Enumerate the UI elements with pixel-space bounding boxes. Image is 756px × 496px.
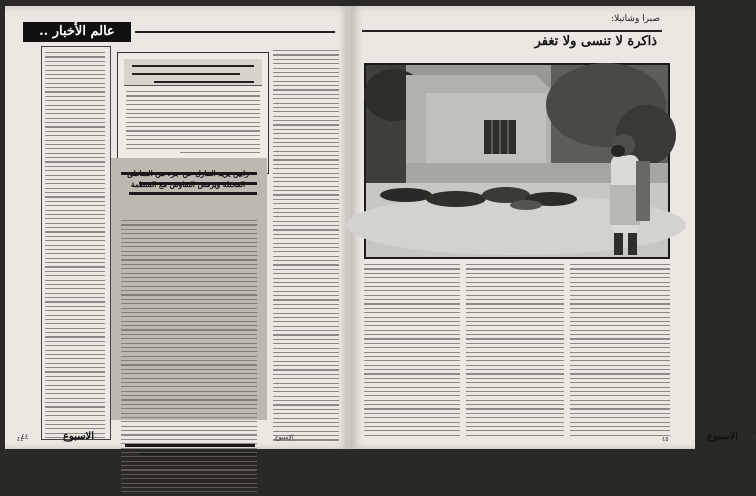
left-page-left-column: [45, 52, 105, 441]
article-photo: [364, 63, 670, 259]
left-page-number: ٤٤: [21, 433, 29, 441]
right-footer-note: ٤٥: [662, 436, 669, 443]
article-column-left: [364, 264, 460, 439]
section-title: عالم الأخبار ..: [23, 22, 131, 42]
right-magazine-logo: الاسبوع: [707, 431, 739, 442]
right-page: [350, 6, 756, 449]
article-kicker: صبرا وشاتيلا:: [611, 14, 660, 24]
feature-subheading-lines: [125, 444, 255, 464]
left-footer-logo-text: الإسبوع: [275, 434, 294, 441]
article-top-rule: [362, 30, 662, 32]
magazine-spread: [5, 6, 756, 449]
left-page-right-column: [273, 50, 339, 444]
article-column-middle: [466, 264, 564, 439]
article-column-right: [570, 264, 670, 439]
left-magazine-logo: الاسبوع: [63, 431, 95, 442]
feature-heading: رابين يريد التنازل عن جزء من المناطق المحتلة ويرفض التفاوض مع المنظمة: [127, 169, 249, 189]
statistics-box-body: [126, 91, 260, 157]
article-headline: ذاكرة لا تنسى ولا تغفر: [534, 34, 657, 49]
photo-illustration: [366, 65, 668, 257]
right-page-number: ٤٥: [750, 434, 756, 441]
section-rule: [135, 31, 335, 33]
left-footer-note: ٤٤: [17, 436, 24, 443]
